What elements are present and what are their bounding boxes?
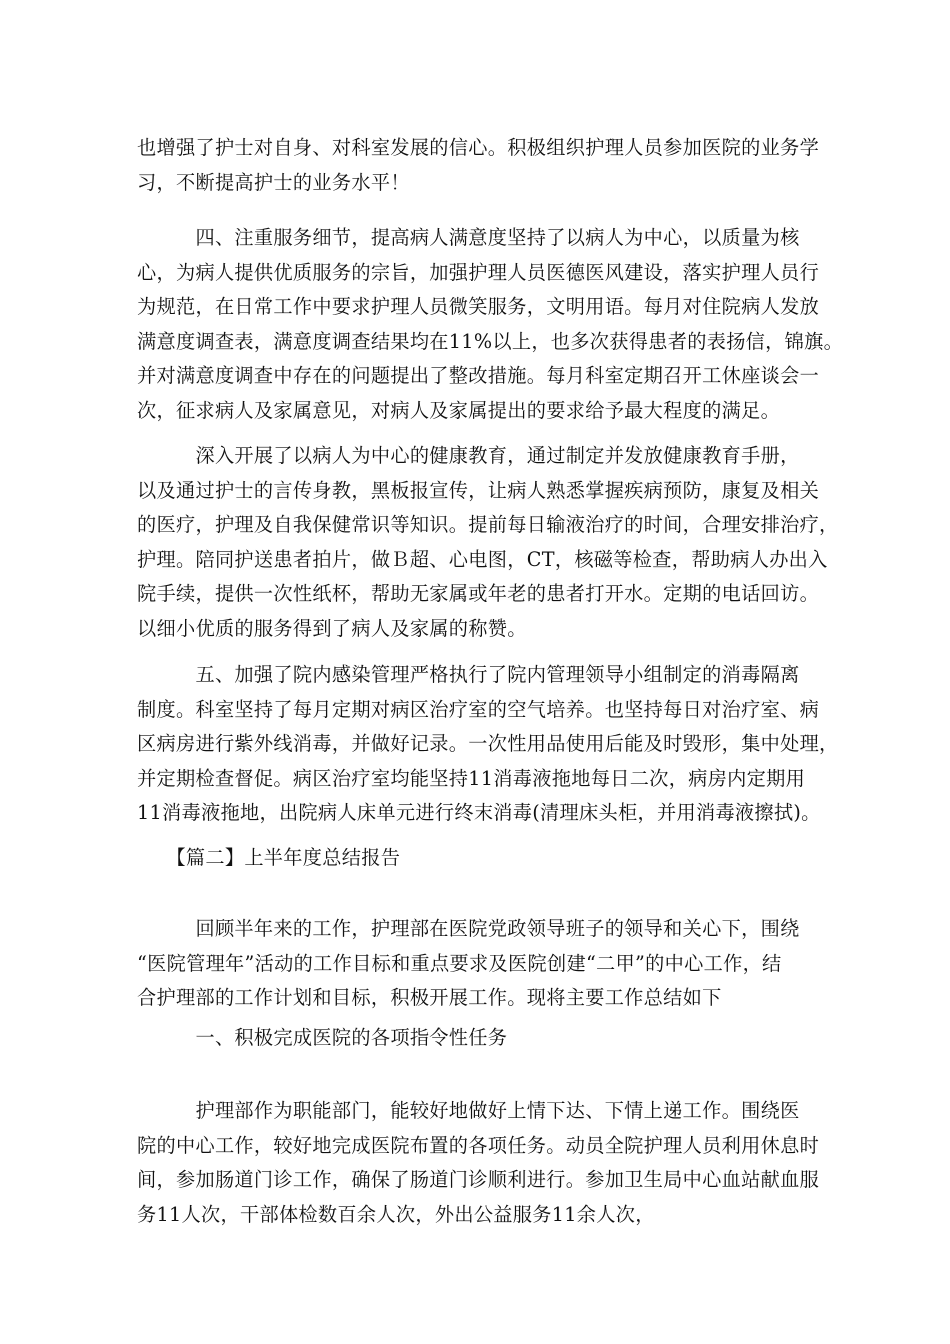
text-line: 间，参加肠道门诊工作，确保了肠道门诊顺利进行。参加卫生局中心血站献血服 xyxy=(137,1168,820,1191)
text-line: 11消毒液拖地，出院病人床单元进行终末消毒(清理床头柜，并用消毒液擦拭)。 xyxy=(137,801,821,824)
text-line: 并定期检查督促。病区治疗室均能坚持11消毒液拖地每日二次，病房内定期用 xyxy=(137,766,806,790)
text-line: 的医疗，护理及自我保健常识等知识。提前每日输液治疗的时间，合理安排治疗， xyxy=(137,513,839,536)
text-line: 制度。科室坚持了每月定期对病区治疗室的空气培养。也坚持每日对治疗室、病 xyxy=(137,697,820,721)
text-line: 以及通过护士的言传身教，黑板报宣传，让病人熟悉掌握疾病预防，康复及相关 xyxy=(137,478,820,502)
text-line: 务11人次，干部体检数百余人次，外出公益服务11余人次， xyxy=(137,1202,655,1226)
text-line: 院手续，提供一次性纸杯，帮助无家属或年老的患者打开水。定期的电话回访。 xyxy=(137,582,820,605)
text-line: 并对满意度调查中存在的问题提出了整改措施。每月科室定期召开工休座谈会一 xyxy=(137,364,820,387)
paragraph-service-details xyxy=(137,221,844,428)
text-line: 心，为病人提供优质服务的宗旨，加强护理人员医德医风建设，落实护理人员行 xyxy=(137,260,820,284)
paragraph-half-year-review xyxy=(137,912,813,1016)
text-line: 四、注重服务细节，提高病人满意度坚持了以病人为中心，以质量为核 xyxy=(137,226,800,249)
text-line: 护理。陪同护送患者拍片，做Ｂ超、心电图，CT，核磁等检查，帮助病人办出入 xyxy=(137,547,828,571)
heading-text: 【篇二】上半年度总结报告 xyxy=(137,846,401,869)
text-line: 习，不断提高护士的业务水平！ xyxy=(137,170,410,194)
text-line: 合护理部的工作计划和目标，积极开展工作。现将主要工作总结如下 xyxy=(137,986,722,1009)
paragraph-nursing-confidence xyxy=(137,131,820,200)
paragraph-infection-control xyxy=(137,658,839,831)
text-line: 院的中心工作，较好地完成医院布置的各项任务。动员全院护理人员利用休息时 xyxy=(137,1133,820,1157)
paragraph-nursing-department xyxy=(137,1094,820,1232)
text-line: 区病房进行紫外线消毒，并做好记录。一次性用品使用后能及时毁形，集中处理， xyxy=(137,732,839,755)
text-line: 也增强了护士对自身、对科室发展的信心。积极组织护理人员参加医院的业务学 xyxy=(137,136,820,159)
heading-text: 一、积极完成医院的各项指令性任务 xyxy=(137,1026,508,1049)
section-heading xyxy=(137,841,813,876)
text-line: “医院管理年”活动的工作目标和重点要求及医院创建“二甲”的中心工作，结 xyxy=(137,951,782,975)
text-line: 五、加强了院内感染管理严格执行了院内管理领导小组制定的消毒隔离 xyxy=(137,663,800,686)
text-line: 护理部作为职能部门，能较好地做好上情下达、下情上递工作。围绕医 xyxy=(137,1099,800,1122)
text-line: 以细小优质的服务得到了病人及家属的称赞。 xyxy=(137,616,527,640)
text-line: 回顾半年来的工作，护理部在医院党政领导班子的领导和关心下，围绕 xyxy=(137,917,800,940)
text-line: 深入开展了以病人为中心的健康教育，通过制定并发放健康教育手册， xyxy=(137,444,800,467)
paragraph-health-education xyxy=(137,439,839,646)
subsection-heading xyxy=(137,1021,813,1056)
text-line: 为规范，在日常工作中要求护理人员微笑服务，文明用语。每月对住院病人发放 xyxy=(137,295,820,318)
text-line: 次，征求病人及家属意见，对病人及家属提出的要求给予最大程度的满足。 xyxy=(137,398,781,422)
text-line: 满意度调查表，满意度调查结果均在11%以上，也多次获得患者的表扬信，锦旗。 xyxy=(137,329,844,353)
